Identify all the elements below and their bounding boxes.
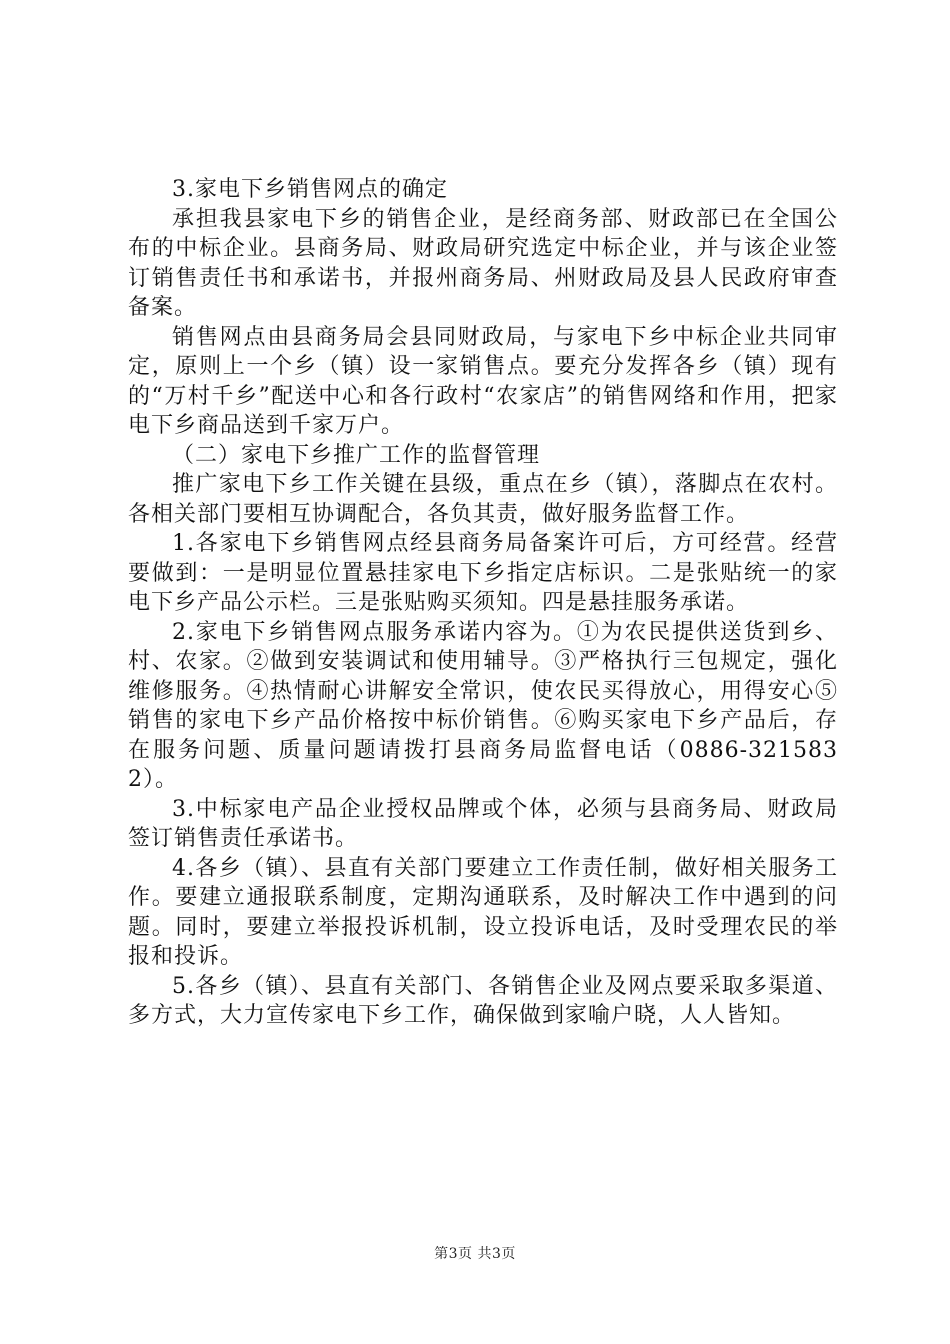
paragraph-sales-outlets: 销售网点由县商务局会县同财政局，与家电下乡中标企业共同审定，原则上一个乡（镇）设一家销售点。要充分发挥各乡（镇）现有的“万村千乡”配送中心和各行政村“农家店”的销售网络和作用，把家电下乡商品送到千家万户。 — [128, 324, 838, 438]
section-heading-supervision: （二）家电下乡推广工作的监督管理 — [172, 442, 541, 468]
section-heading-sales-outlets: 3.家电下乡销售网点的确定 — [172, 177, 448, 202]
paragraph-item-4: 4.各乡（镇）、县直有关部门要建立工作责任制，做好相关服务工作。要建立通报联系制度，定期沟通联系，及时解决工作中遇到的问题。同时，要建立举报投诉机制，设立投诉电话，及时受理农民的举报和投诉。 — [128, 855, 838, 969]
paragraph-item-1: 1.各家电下乡销售网点经县商务局备案许可后，方可经营。经营要做到：一是明显位置悬挂家电下乡指定店标识。二是张贴统一的家电下乡产品公示栏。三是张贴购买须知。四是悬挂服务承诺。 — [128, 531, 838, 615]
paragraph-item-2: 2.家电下乡销售网点服务承诺内容为。①为农民提供送货到乡、村、农家。②做到安装调试和使用辅导。③严格执行三包规定，强化维修服务。④热情耐心讲解安全常识，使农民买得放心，用得安心⑤销售的家电下乡产品价格按中标价销售。⑥购买家电下乡产品后，存在服务问题、质量问题请拨打县商务局监督电话（0886-3215832）。 — [128, 619, 838, 792]
document-body — [128, 175, 838, 1031]
paragraph-sales-enterprises: 承担我县家电下乡的销售企业，是经商务部、财政部已在全国公布的中标企业。县商务局、财政局研究选定中标企业，并与该企业签订销售责任书和承诺书，并报州商务局、州财政局及县人民政府审查备案。 — [128, 206, 838, 320]
page-footer: 第3页 共3页 — [434, 1246, 516, 1262]
paragraph-item-5: 5.各乡（镇）、县直有关部门、各销售企业及网点要采取多渠道、多方式，大力宣传家电下乡工作，确保做到家喻户晓，人人皆知。 — [128, 973, 838, 1028]
paragraph-item-3: 3.中标家电产品企业授权品牌或个体，必须与县商务局、财政局签订销售责任承诺书。 — [128, 796, 838, 851]
paragraph-promotion-key: 推广家电下乡工作关键在县级，重点在乡（镇），落脚点在农村。各相关部门要相互协调配合，各负其责，做好服务监督工作。 — [128, 472, 838, 527]
